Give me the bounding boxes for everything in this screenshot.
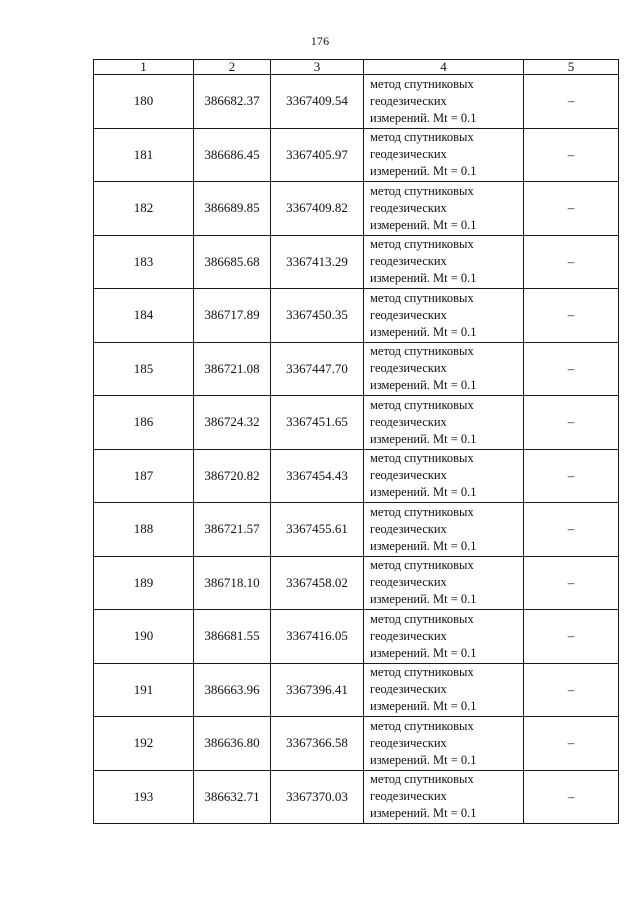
- point-number-cell: 185: [94, 342, 194, 396]
- note-cell: –: [524, 770, 619, 824]
- x-coordinate-cell: 386717.89: [194, 289, 271, 343]
- point-number-cell: 193: [94, 770, 194, 824]
- method-cell: метод спутниковых геодезических измерений. Mt = 0.1: [364, 556, 524, 610]
- note-cell: –: [524, 449, 619, 503]
- y-coordinate-cell: 3367451.65: [271, 396, 364, 450]
- table-row: [94, 556, 619, 610]
- y-coordinate-cell: 3367458.02: [271, 556, 364, 610]
- y-coordinate-cell: 3367455.61: [271, 503, 364, 557]
- note-cell: –: [524, 75, 619, 129]
- method-cell: метод спутниковых геодезических измерений. Mt = 0.1: [364, 128, 524, 182]
- x-coordinate-cell: 386663.96: [194, 663, 271, 717]
- point-number-cell: 189: [94, 556, 194, 610]
- point-number-cell: 187: [94, 449, 194, 503]
- point-number-cell: 191: [94, 663, 194, 717]
- point-number-cell: 186: [94, 396, 194, 450]
- coordinates-table: [93, 59, 619, 824]
- table-row: [94, 770, 619, 824]
- method-cell: метод спутниковых геодезических измерений. Mt = 0.1: [364, 235, 524, 289]
- x-coordinate-cell: 386685.68: [194, 235, 271, 289]
- x-coordinate-cell: 386636.80: [194, 717, 271, 771]
- note-cell: –: [524, 717, 619, 771]
- point-number-cell: 190: [94, 610, 194, 664]
- x-coordinate-cell: 386686.45: [194, 128, 271, 182]
- table-row: [94, 235, 619, 289]
- x-coordinate-cell: 386689.85: [194, 182, 271, 236]
- y-coordinate-cell: 3367409.82: [271, 182, 364, 236]
- table-row: [94, 503, 619, 557]
- note-cell: –: [524, 182, 619, 236]
- table-row: [94, 396, 619, 450]
- point-number-cell: 192: [94, 717, 194, 771]
- table-header-row: [94, 60, 619, 75]
- method-cell: метод спутниковых геодезических измерений. Mt = 0.1: [364, 182, 524, 236]
- method-cell: метод спутниковых геодезических измерений. Mt = 0.1: [364, 75, 524, 129]
- point-number-cell: 188: [94, 503, 194, 557]
- y-coordinate-cell: 3367370.03: [271, 770, 364, 824]
- note-cell: –: [524, 289, 619, 343]
- method-cell: метод спутниковых геодезических измерений. Mt = 0.1: [364, 396, 524, 450]
- table-row: [94, 717, 619, 771]
- column-header-3: 3: [271, 60, 364, 75]
- method-cell: метод спутниковых геодезических измерений. Mt = 0.1: [364, 663, 524, 717]
- page-number: 176: [310, 34, 330, 48]
- note-cell: –: [524, 610, 619, 664]
- method-cell: метод спутниковых геодезических измерений. Mt = 0.1: [364, 717, 524, 771]
- x-coordinate-cell: 386724.32: [194, 396, 271, 450]
- note-cell: –: [524, 663, 619, 717]
- table-body: [94, 75, 619, 824]
- method-cell: метод спутниковых геодезических измерений. Mt = 0.1: [364, 503, 524, 557]
- x-coordinate-cell: 386682.37: [194, 75, 271, 129]
- method-cell: метод спутниковых геодезических измерений. Mt = 0.1: [364, 289, 524, 343]
- table-row: [94, 128, 619, 182]
- method-cell: метод спутниковых геодезических измерений. Mt = 0.1: [364, 770, 524, 824]
- y-coordinate-cell: 3367447.70: [271, 342, 364, 396]
- point-number-cell: 184: [94, 289, 194, 343]
- table-row: [94, 75, 619, 129]
- column-header-4: 4: [364, 60, 524, 75]
- method-cell: метод спутниковых геодезических измерений. Mt = 0.1: [364, 342, 524, 396]
- column-header-1: 1: [94, 60, 194, 75]
- y-coordinate-cell: 3367405.97: [271, 128, 364, 182]
- point-number-cell: 181: [94, 128, 194, 182]
- point-number-cell: 183: [94, 235, 194, 289]
- y-coordinate-cell: 3367413.29: [271, 235, 364, 289]
- point-number-cell: 182: [94, 182, 194, 236]
- column-header-2: 2: [194, 60, 271, 75]
- y-coordinate-cell: 3367416.05: [271, 610, 364, 664]
- x-coordinate-cell: 386721.57: [194, 503, 271, 557]
- y-coordinate-cell: 3367409.54: [271, 75, 364, 129]
- table-row: [94, 182, 619, 236]
- note-cell: –: [524, 342, 619, 396]
- note-cell: –: [524, 396, 619, 450]
- note-cell: –: [524, 128, 619, 182]
- x-coordinate-cell: 386681.55: [194, 610, 271, 664]
- note-cell: –: [524, 556, 619, 610]
- point-number-cell: 180: [94, 75, 194, 129]
- table-row: [94, 289, 619, 343]
- table-row: [94, 610, 619, 664]
- method-cell: метод спутниковых геодезических измерений. Mt = 0.1: [364, 610, 524, 664]
- x-coordinate-cell: 386632.71: [194, 770, 271, 824]
- table-row: [94, 663, 619, 717]
- table-row: [94, 342, 619, 396]
- x-coordinate-cell: 386718.10: [194, 556, 271, 610]
- x-coordinate-cell: 386721.08: [194, 342, 271, 396]
- x-coordinate-cell: 386720.82: [194, 449, 271, 503]
- table-row: [94, 449, 619, 503]
- note-cell: –: [524, 503, 619, 557]
- y-coordinate-cell: 3367366.58: [271, 717, 364, 771]
- y-coordinate-cell: 3367450.35: [271, 289, 364, 343]
- y-coordinate-cell: 3367396.41: [271, 663, 364, 717]
- method-cell: метод спутниковых геодезических измерений. Mt = 0.1: [364, 449, 524, 503]
- y-coordinate-cell: 3367454.43: [271, 449, 364, 503]
- note-cell: –: [524, 235, 619, 289]
- column-header-5: 5: [524, 60, 619, 75]
